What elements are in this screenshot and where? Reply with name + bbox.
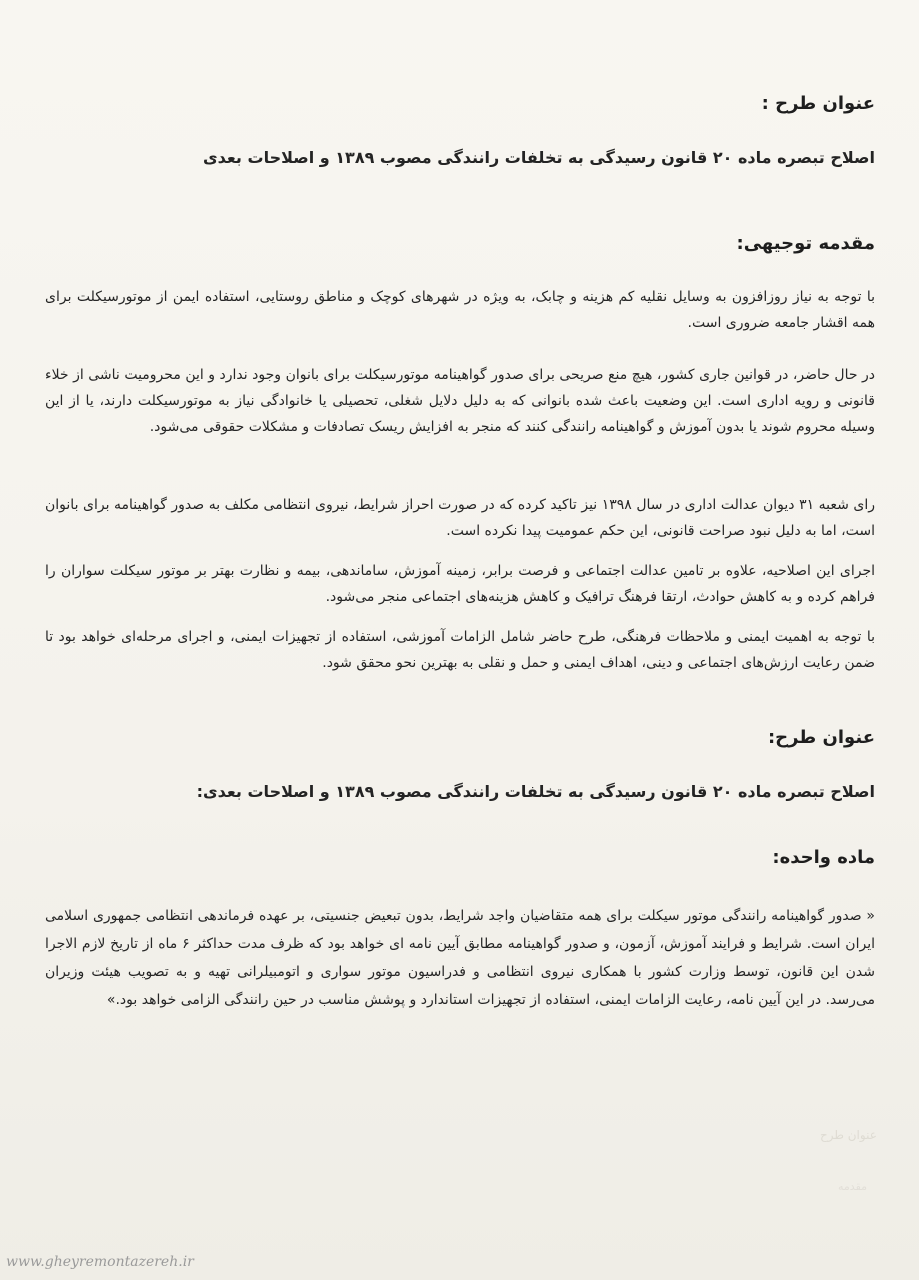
section1-title: اصلاح تبصره ماده ۲۰ قانون رسیدگی به تخلفات رانندگی مصوب ۱۳۸۹ و اصلاحات بعدی [202,148,875,167]
intro-paragraph-5 [45,624,875,676]
section1-heading: عنوان طرح : [761,93,875,114]
section2-title: اصلاح تبصره ماده ۲۰ قانون رسیدگی به تخلفات رانندگی مصوب ۱۳۸۹ و اصلاحات بعدی: [196,782,875,801]
article-paragraph [45,902,875,1014]
intro-paragraph-3 [45,492,875,544]
section2-heading: عنوان طرح: [767,727,875,748]
intro-p4-text: اجرای این اصلاحیه، علاوه بر تامین عدالت اجتماعی و فرصت برابر، زمینه آموزش، ساماندهی، بیمه و نظارت بهتر بر موتور سیکلت سواران را فراهم کرده و به کاهش حوادث، ارتقا فرهنگ ترافیک و کاهش هزینه‌های اجتماعی منجر می‌شود. [45,563,875,605]
intro-paragraph-2 [45,362,875,440]
intro-paragraph-1 [45,284,875,336]
intro-p2-text: در حال حاضر، در قوانین جاری کشور، هیچ منع صریحی برای صدور گواهینامه موتورسیکلت برای بانوان وجود ندارد و این محرومیت ناشی از خلاء قانونی و رویه اداری است. این وضعیت باعث شده بانوانی که به دلیل دلایل شغلی، تحصیلی یا خانوادگی نیاز به موتورسیکلت دارند، یا از این وسیله محروم شوند یا بدون آموزش و گواهینامه رانندگی کنند که منجر به افزایش ریسک تصادفات و مشکلات حقوقی می‌شود. [45,367,875,435]
intro-p1-text: با توجه به نیاز روزافزون به وسایل نقلیه کم هزینه و چابک، به ویژه در شهرهای کوچک و مناطق روستایی، استفاده ایمن از موتورسیکلت برای همه اقشار جامعه ضروری است. [45,289,875,331]
bleed-through-text: عنوان طرح [820,1128,877,1142]
site-watermark: www.gheyremontazereh.ir [6,1254,194,1270]
article-text: « صدور گواهینامه رانندگی موتور سیکلت برای همه متقاضیان واجد شرایط، بدون تبعیض جنسیتی، بر عهده فرماندهی انتظامی جمهوری اسلامی ایران است. شرایط و فرایند آموزش، آزمون، و صدور گواهینامه مطابق آیین نامه ای خواهد بود که ظرف مدت حداکثر ۶ ماه از تاریخ لازم الاجرا شدن این قانون، توسط وزارت کشور با همکاری نیروی انتظامی و فدراسیون موتور سواری و اتومبیلرانی تهیه و به تصویب هیئت وزیران می‌رسد. در این آیین نامه، رعایت الزامات ایمنی، استفاده از تجهیزات استاندارد و پوشش مناسب در حین رانندگی الزامی خواهد بود.» [45,908,875,1008]
intro-heading: مقدمه توجیهی: [736,233,875,254]
bleed-through-text-2: مقدمه [838,1180,868,1193]
intro-paragraph-4 [45,558,875,610]
intro-p3-text: رای شعبه ۳۱ دیوان عدالت اداری در سال ۱۳۹۸ نیز تاکید کرده که در صورت احراز شرایط، نیروی انتظامی مکلف به صدور گواهینامه برای بانوان است، اما به دلیل نبود صراحت قانونی، این حکم عمومیت پیدا نکرده است. [45,497,875,539]
intro-p5-text: با توجه به اهمیت ایمنی و ملاحظات فرهنگی، طرح حاضر شامل الزامات آموزشی، استفاده از تجهیزات ایمنی، و اجرای مرحله‌ای خواهد بود تا ضمن رعایت ارزش‌های اجتماعی و دینی، اهداف ایمنی و حمل و نقلی به بهترین نحو محقق شود. [45,629,875,671]
article-heading: ماده واحده: [772,847,875,868]
